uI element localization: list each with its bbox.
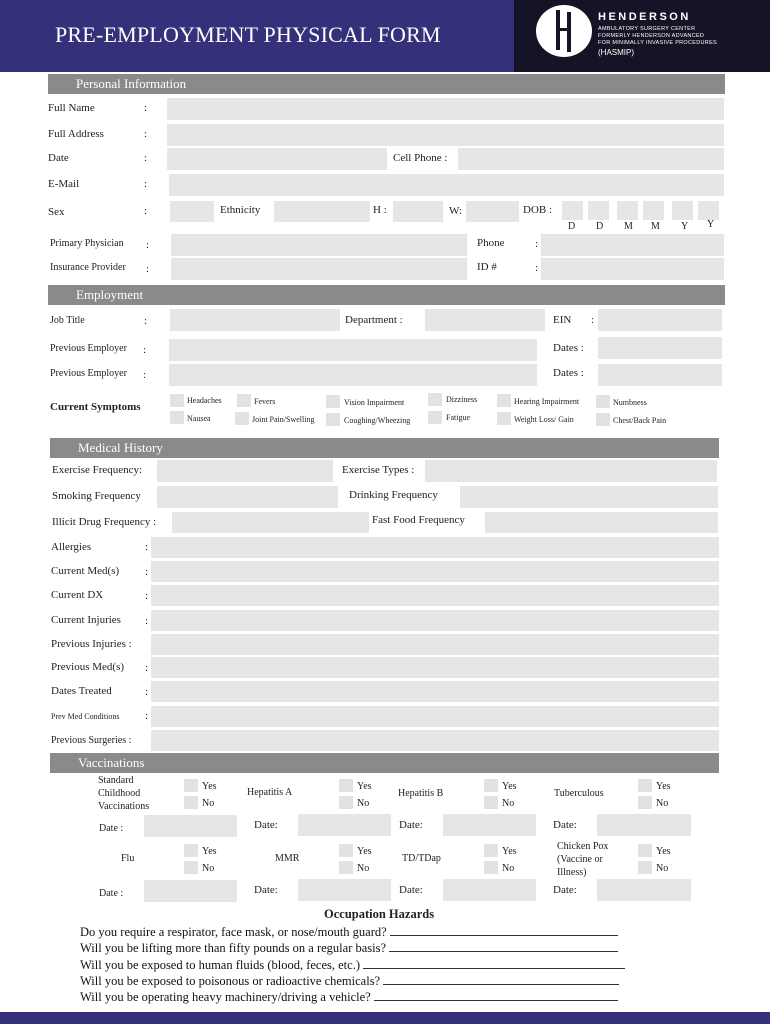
- label-previous-meds: Previous Med(s): [51, 661, 125, 673]
- colon: :: [144, 205, 148, 217]
- colon: :: [146, 239, 150, 251]
- hazard-answer-line[interactable]: [374, 990, 618, 1001]
- symptom-checkbox[interactable]: [235, 412, 249, 425]
- fast-food-frequency-field[interactable]: [485, 512, 718, 533]
- ethnicity-field[interactable]: [274, 201, 370, 222]
- yes-checkbox[interactable]: [339, 844, 353, 857]
- label-mmr: MMR: [275, 853, 300, 864]
- date-field[interactable]: [167, 148, 387, 170]
- label-cell-phone: Cell Phone :: [393, 152, 448, 164]
- no-label: No: [357, 863, 370, 874]
- label-dates: Dates :: [553, 367, 584, 379]
- hazard-question: Will you be lifting more than fifty pounds on a regular basis?: [80, 941, 387, 955]
- colon: :: [144, 315, 148, 327]
- symptom-label: Numbness: [613, 398, 647, 407]
- sex-field[interactable]: [170, 201, 214, 222]
- symptom-checkbox[interactable]: [497, 394, 511, 407]
- vaccination-date-field[interactable]: [144, 815, 237, 837]
- full-name-field[interactable]: [167, 98, 724, 120]
- label-department: Department :: [345, 314, 403, 326]
- yes-label: Yes: [502, 781, 517, 792]
- label-previous-employer: Previous Employer: [50, 368, 127, 379]
- section-vaccinations: Vaccinations: [50, 753, 719, 773]
- dob-hint: D: [596, 221, 604, 232]
- label-date: Date:: [399, 884, 423, 896]
- hazard-question-row: [80, 957, 625, 973]
- vaccination-date-field[interactable]: [298, 879, 391, 901]
- no-checkbox[interactable]: [484, 796, 498, 809]
- logo-tagline: FOR MINIMALLY INVASIVE PROCEDURES: [598, 40, 718, 46]
- label-standard-childhood: Vaccinations: [98, 801, 150, 812]
- label-date: Date:: [553, 819, 577, 831]
- vaccination-date-field[interactable]: [443, 879, 536, 901]
- dob-digit-field[interactable]: [588, 201, 609, 220]
- label-chicken-pox: Chicken Pox: [557, 841, 609, 852]
- yes-checkbox[interactable]: [339, 779, 353, 792]
- section-medical-history: Medical History: [50, 438, 719, 458]
- yes-label: Yes: [357, 846, 372, 857]
- symptom-checkbox[interactable]: [326, 395, 340, 408]
- label-exercise-frequency: Exercise Frequency:: [52, 464, 143, 476]
- label-insurance-provider: Insurance Provider: [50, 262, 126, 273]
- symptom-label: Nausea: [187, 414, 211, 423]
- no-checkbox[interactable]: [638, 796, 652, 809]
- hazard-question: Will you be operating heavy machinery/driving a vehicle?: [80, 990, 371, 1004]
- symptom-label: Dizziness: [446, 395, 478, 404]
- logo-mark-icon: [536, 5, 592, 57]
- no-checkbox[interactable]: [184, 796, 198, 809]
- colon: :: [145, 615, 149, 627]
- label-full-name: Full Name: [48, 102, 95, 114]
- exercise-frequency-field[interactable]: [157, 460, 333, 482]
- colon: :: [145, 566, 149, 578]
- label-chicken-pox: (Vaccine or: [557, 854, 603, 865]
- symptom-checkbox[interactable]: [596, 395, 610, 408]
- label-dob: DOB :: [523, 204, 553, 216]
- label-prev-med-conditions: Prev Med Conditions: [51, 712, 120, 721]
- symptom-checkbox[interactable]: [596, 413, 610, 426]
- logo-tagline: FORMERLY HENDERSON ADVANCED: [598, 33, 705, 39]
- label-ein: EIN: [553, 314, 572, 326]
- no-label: No: [202, 863, 215, 874]
- dob-hint: M: [624, 221, 633, 232]
- height-field[interactable]: [393, 201, 443, 222]
- label-hepatitis-b: Hepatitis B: [398, 788, 444, 799]
- label-date: Date:: [553, 884, 577, 896]
- label-date: Date:: [399, 819, 423, 831]
- label-current-dx: Current DX: [51, 589, 104, 601]
- label-sex: Sex: [48, 206, 65, 218]
- hazard-question: Will you be exposed to poisonous or radioactive chemicals?: [80, 974, 381, 988]
- hazard-answer-line[interactable]: [389, 941, 618, 952]
- no-label: No: [202, 798, 215, 809]
- page-title: PRE-EMPLOYMENT PHYSICAL FORM: [55, 22, 441, 47]
- current-injuries-field[interactable]: [151, 610, 719, 631]
- label-ethnicity: Ethnicity: [220, 204, 261, 216]
- symptom-label: Fevers: [254, 397, 276, 406]
- label-smoking-frequency: Smoking Frequency: [52, 490, 141, 502]
- dob-digit-field[interactable]: [672, 201, 693, 220]
- label-standard-childhood: Childhood: [98, 788, 141, 799]
- hazard-question-row: [80, 973, 619, 989]
- symptom-label: Weight Loss/ Gain: [514, 415, 574, 424]
- colon: :: [145, 590, 149, 602]
- colon: :: [591, 314, 595, 326]
- no-checkbox[interactable]: [339, 861, 353, 874]
- colon: :: [144, 152, 148, 164]
- label-chicken-pox: Illness): [557, 867, 587, 878]
- symptom-checkbox[interactable]: [497, 412, 511, 425]
- exercise-types-field[interactable]: [425, 460, 717, 482]
- symptom-label: Vision Impairment: [344, 398, 405, 407]
- label-previous-surgeries: Previous Surgeries :: [51, 735, 132, 746]
- department-field[interactable]: [425, 309, 545, 331]
- id-field[interactable]: [541, 258, 724, 280]
- label-hepatitis-a: Hepatitis A: [247, 787, 293, 798]
- label-illicit-drug-frequency: Illicit Drug Frequency :: [52, 516, 157, 528]
- no-checkbox[interactable]: [484, 861, 498, 874]
- label-full-address: Full Address: [48, 128, 104, 140]
- label-fast-food-frequency: Fast Food Frequency: [372, 514, 465, 526]
- label-phone: Phone: [477, 237, 505, 249]
- occupation-hazards-heading: Occupation Hazards: [324, 907, 435, 921]
- logo-mark-stroke: [556, 28, 571, 31]
- label-dates: Dates :: [553, 342, 584, 354]
- no-label: No: [656, 863, 669, 874]
- symptom-checkbox[interactable]: [428, 393, 442, 406]
- hazard-question: Do you require a respirator, face mask, or nose/mouth guard?: [80, 925, 387, 939]
- hazard-question-row: [80, 924, 618, 940]
- full-address-field[interactable]: [167, 124, 724, 146]
- yes-label: Yes: [656, 781, 671, 792]
- hazard-question: Will you be exposed to human fluids (blood, feces, etc.): [80, 958, 360, 972]
- current-dx-field[interactable]: [151, 585, 719, 606]
- colon: :: [535, 262, 539, 274]
- symptom-label: Hearing Impairment: [514, 397, 580, 406]
- cell-phone-field[interactable]: [458, 148, 724, 170]
- yes-checkbox[interactable]: [484, 779, 498, 792]
- weight-field[interactable]: [466, 201, 519, 222]
- dob-hint: D: [568, 221, 576, 232]
- yes-checkbox[interactable]: [484, 844, 498, 857]
- primary-physician-field[interactable]: [171, 234, 467, 256]
- yes-checkbox[interactable]: [184, 844, 198, 857]
- label-allergies: Allergies: [51, 541, 92, 553]
- label-date: Date: [48, 152, 69, 164]
- symptom-label: Joint Pain/Swelling: [252, 415, 315, 424]
- no-label: No: [502, 863, 515, 874]
- allergies-field[interactable]: [151, 537, 719, 558]
- no-checkbox[interactable]: [184, 861, 198, 874]
- ein-field[interactable]: [598, 309, 722, 331]
- no-label: No: [656, 798, 669, 809]
- dob-digit-field[interactable]: [562, 201, 583, 220]
- symptom-checkbox[interactable]: [170, 394, 184, 407]
- no-label: No: [357, 798, 370, 809]
- label-current-meds: Current Med(s): [51, 565, 120, 577]
- label-job-title: Job Title: [50, 315, 85, 326]
- dob-hint: M: [651, 221, 660, 232]
- label-weight: W:: [449, 205, 463, 217]
- yes-checkbox[interactable]: [638, 779, 652, 792]
- section-employment: Employment: [48, 285, 725, 305]
- dates-field[interactable]: [598, 337, 722, 359]
- vaccination-date-field[interactable]: [597, 814, 691, 836]
- colon: :: [143, 344, 147, 356]
- label-date: Date :: [99, 888, 124, 899]
- yes-label: Yes: [357, 781, 372, 792]
- colon: :: [144, 102, 148, 114]
- label-height: H :: [373, 204, 387, 216]
- dates-treated-field[interactable]: [151, 681, 719, 702]
- vaccination-date-field[interactable]: [443, 814, 536, 836]
- symptom-checkbox[interactable]: [326, 413, 340, 426]
- section-personal-information: Personal Information: [48, 74, 725, 94]
- previous-employer-field[interactable]: [169, 339, 537, 361]
- label-previous-employer: Previous Employer: [50, 343, 127, 354]
- no-checkbox[interactable]: [339, 796, 353, 809]
- label-date: Date:: [254, 884, 278, 896]
- label-id: ID #: [477, 261, 497, 273]
- label-current-injuries: Current Injuries: [51, 614, 121, 626]
- hazard-answer-line[interactable]: [363, 958, 625, 969]
- vaccination-date-field[interactable]: [298, 814, 391, 836]
- vaccination-date-field[interactable]: [597, 879, 691, 901]
- no-checkbox[interactable]: [638, 861, 652, 874]
- hazard-question-row: [80, 940, 618, 956]
- label-dates-treated: Dates Treated: [51, 685, 112, 697]
- dob-hint: Y: [707, 219, 715, 230]
- colon: :: [145, 662, 149, 674]
- label-previous-injuries: Previous Injuries :: [51, 638, 132, 650]
- yes-label: Yes: [656, 846, 671, 857]
- current-meds-field[interactable]: [151, 561, 719, 582]
- dates-field[interactable]: [598, 364, 722, 386]
- logo-mark-stroke: [567, 12, 571, 52]
- hazard-question-row: [80, 989, 618, 1005]
- label-td-tdap: TD/TDap: [402, 853, 441, 864]
- dob-digit-field[interactable]: [617, 201, 638, 220]
- symptom-label: Coughing/Wheezing: [344, 416, 411, 425]
- yes-checkbox[interactable]: [638, 844, 652, 857]
- dob-digit-field[interactable]: [643, 201, 664, 220]
- colon: :: [145, 710, 149, 722]
- no-label: No: [502, 798, 515, 809]
- label-date: Date :: [99, 823, 124, 834]
- symptom-label: Headaches: [187, 396, 222, 405]
- symptom-checkbox[interactable]: [428, 411, 442, 424]
- logo-name: HENDERSON: [598, 11, 691, 23]
- drinking-frequency-field[interactable]: [460, 486, 718, 508]
- logo-tagline: AMBULATORY SURGERY CENTER: [598, 26, 696, 32]
- label-date: Date:: [254, 819, 278, 831]
- label-standard-childhood: Standard: [98, 775, 134, 786]
- job-title-field[interactable]: [170, 309, 340, 331]
- previous-injuries-field[interactable]: [151, 634, 719, 655]
- label-email: E-Mail: [48, 178, 80, 190]
- label-flu: Flu: [121, 853, 135, 864]
- colon: :: [144, 178, 148, 190]
- hazard-answer-line[interactable]: [383, 974, 619, 985]
- label-exercise-types: Exercise Types :: [342, 464, 415, 476]
- yes-label: Yes: [202, 781, 217, 792]
- illicit-drug-frequency-field[interactable]: [172, 512, 369, 533]
- yes-label: Yes: [202, 846, 217, 857]
- colon: :: [144, 128, 148, 140]
- symptom-label: Fatigue: [446, 413, 470, 422]
- dob-hint: Y: [681, 221, 689, 232]
- prev-med-conditions-field[interactable]: [151, 706, 719, 727]
- colon: :: [535, 238, 539, 250]
- page-footer-bar: [0, 1012, 770, 1024]
- phone-field[interactable]: [541, 234, 724, 256]
- previous-surgeries-field[interactable]: [151, 730, 719, 751]
- insurance-provider-field[interactable]: [171, 258, 467, 280]
- yes-label: Yes: [502, 846, 517, 857]
- label-current-symptoms: Current Symptoms: [50, 401, 141, 413]
- colon: :: [143, 369, 147, 381]
- symptom-label: Chest/Back Pain: [613, 416, 667, 425]
- smoking-frequency-field[interactable]: [157, 486, 338, 508]
- previous-employer-field[interactable]: [169, 364, 537, 386]
- colon: :: [146, 263, 150, 275]
- hazard-answer-line[interactable]: [390, 925, 618, 936]
- label-primary-physician: Primary Physician: [50, 238, 124, 249]
- email-field[interactable]: [169, 174, 724, 196]
- colon: :: [145, 686, 149, 698]
- previous-meds-field[interactable]: [151, 657, 719, 678]
- label-drinking-frequency: Drinking Frequency: [349, 489, 438, 501]
- symptom-checkbox[interactable]: [237, 394, 251, 407]
- label-tuberculous: Tuberculous: [554, 788, 604, 799]
- logo-abbreviation: (HASMIP): [598, 48, 634, 57]
- vaccination-date-field[interactable]: [144, 880, 237, 902]
- yes-checkbox[interactable]: [184, 779, 198, 792]
- colon: :: [145, 541, 149, 553]
- symptom-checkbox[interactable]: [170, 411, 184, 424]
